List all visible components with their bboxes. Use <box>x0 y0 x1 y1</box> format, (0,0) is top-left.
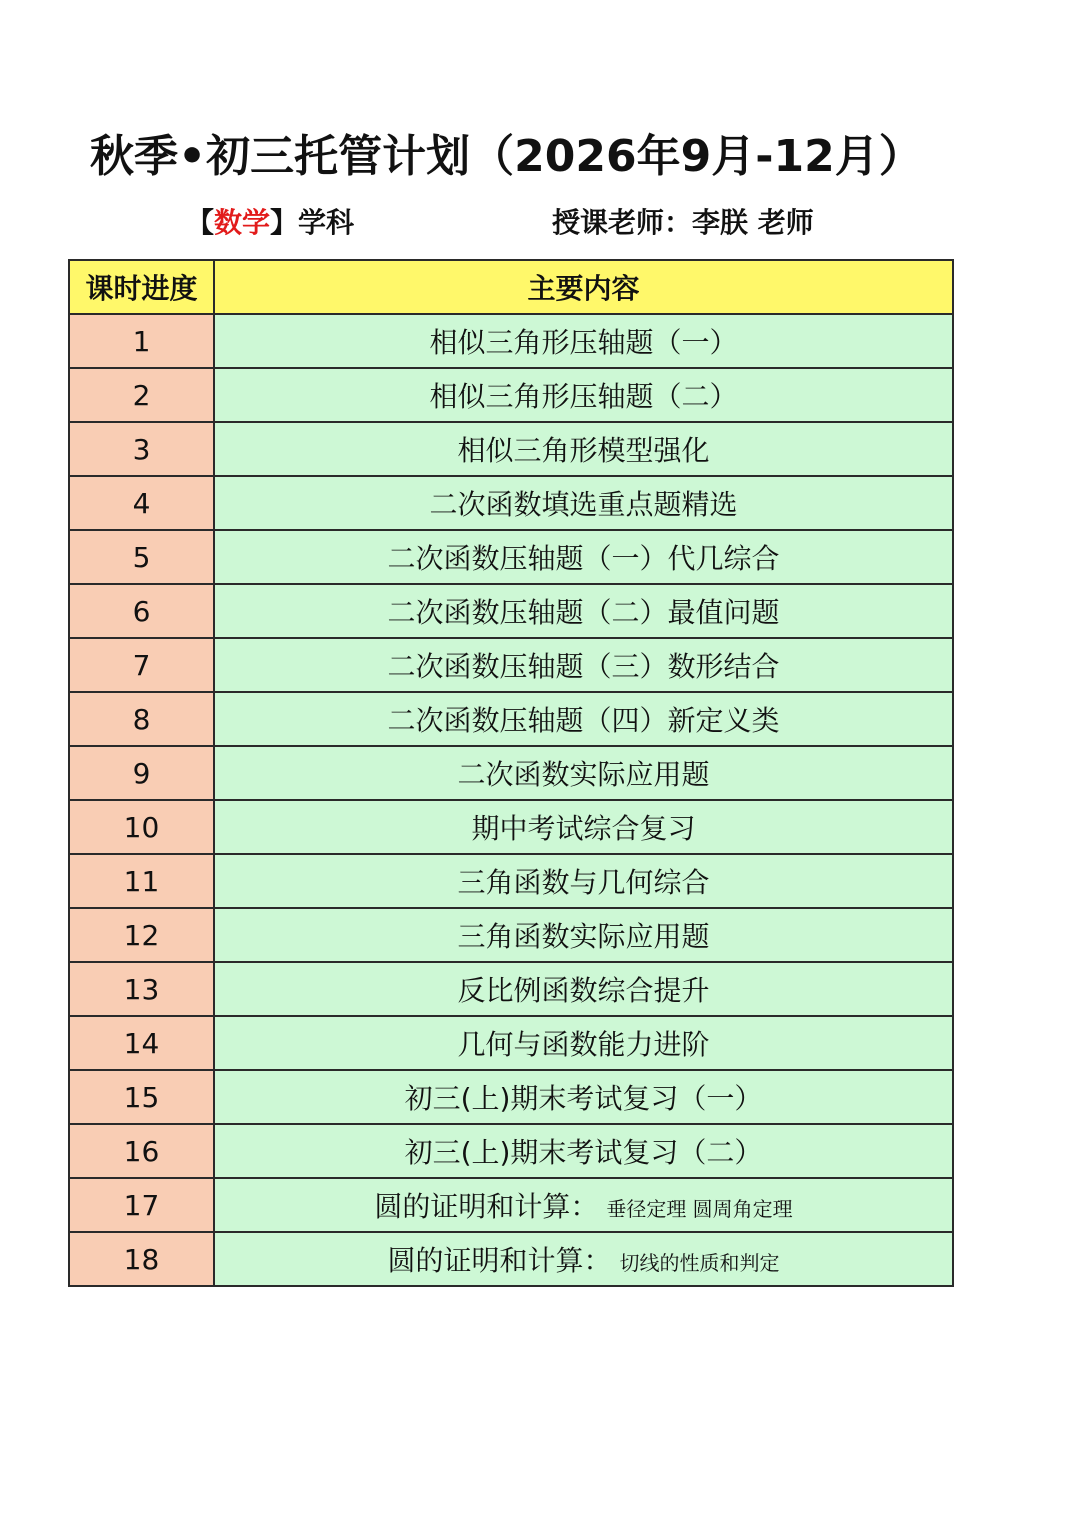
lesson-content <box>214 314 953 368</box>
subject-line <box>186 200 354 246</box>
table-row <box>69 1232 953 1286</box>
lesson-number: 4 <box>69 476 214 530</box>
table-row <box>69 908 953 962</box>
lesson-number: 10 <box>69 800 214 854</box>
table-row <box>69 800 953 854</box>
lesson-number: 7 <box>69 638 214 692</box>
lesson-number: 8 <box>69 692 214 746</box>
table-row <box>69 692 953 746</box>
lesson-number: 9 <box>69 746 214 800</box>
lesson-content-text: 初三(上)期末考试复习（二） <box>404 1136 763 1169</box>
lesson-content-text: 初三(上)期末考试复习（一） <box>404 1082 763 1115</box>
lesson-content <box>214 1232 953 1286</box>
header-progress: 课时进度 <box>69 260 214 314</box>
lesson-content-text: 相似三角形压轴题（一） <box>429 326 738 359</box>
lesson-number: 3 <box>69 422 214 476</box>
table-row <box>69 476 953 530</box>
lesson-content <box>214 1124 953 1178</box>
table-row <box>69 1178 953 1232</box>
lesson-number: 6 <box>69 584 214 638</box>
lesson-content <box>214 422 953 476</box>
lesson-content-text: 几何与函数能力进阶 <box>457 1028 710 1061</box>
table-row <box>69 530 953 584</box>
bracket-close: 】 <box>270 206 299 239</box>
lesson-content <box>214 962 953 1016</box>
lesson-content-text: 三角函数实际应用题 <box>457 920 710 953</box>
lesson-number: 5 <box>69 530 214 584</box>
lesson-content <box>214 476 953 530</box>
table-row <box>69 314 953 368</box>
lesson-content-text: 三角函数与几何综合 <box>457 866 710 899</box>
lesson-content-note: 垂径定理 圆周角定理 <box>606 1197 793 1221</box>
lesson-number: 16 <box>69 1124 214 1178</box>
lesson-content-text: 二次函数压轴题（三）数形结合 <box>387 650 780 683</box>
table-row <box>69 422 953 476</box>
lesson-content-text: 期中考试综合复习 <box>471 812 696 845</box>
schedule-table <box>68 259 954 1287</box>
page-title: 秋季•初三托管计划（2026年9月-12月） <box>90 131 923 182</box>
header-content: 主要内容 <box>214 260 953 314</box>
lesson-number: 14 <box>69 1016 214 1070</box>
lesson-number: 1 <box>69 314 214 368</box>
lesson-number: 15 <box>69 1070 214 1124</box>
table-row <box>69 962 953 1016</box>
table-body <box>69 314 953 1286</box>
table-header-row <box>69 260 953 314</box>
lesson-content <box>214 638 953 692</box>
subject-suffix: 学科 <box>298 206 355 239</box>
lesson-number: 2 <box>69 368 214 422</box>
bracket-open: 【 <box>186 206 215 239</box>
lesson-content <box>214 530 953 584</box>
lesson-content <box>214 854 953 908</box>
table-row <box>69 1070 953 1124</box>
table-row <box>69 368 953 422</box>
lesson-content-text: 二次函数压轴题（四）新定义类 <box>387 704 780 737</box>
subject-name: 数学 <box>214 206 271 239</box>
lesson-content-text: 相似三角形压轴题（二） <box>429 380 738 413</box>
lesson-number: 18 <box>69 1232 214 1286</box>
lesson-content <box>214 908 953 962</box>
teacher-line: 授课老师：李朕 老师 <box>552 206 814 239</box>
table-row <box>69 746 953 800</box>
lesson-content-text: 二次函数实际应用题 <box>457 758 710 791</box>
lesson-content-text: 圆的证明和计算： <box>387 1244 612 1277</box>
table-row <box>69 1124 953 1178</box>
lesson-content <box>214 368 953 422</box>
table-row <box>69 638 953 692</box>
lesson-content <box>214 1070 953 1124</box>
lesson-content-text: 反比例函数综合提升 <box>457 974 710 1007</box>
lesson-content <box>214 746 953 800</box>
table-row <box>69 584 953 638</box>
lesson-content-text: 二次函数填选重点题精选 <box>429 488 738 521</box>
lesson-content-text: 二次函数压轴题（一）代几综合 <box>387 542 780 575</box>
lesson-number: 13 <box>69 962 214 1016</box>
lesson-content-text: 圆的证明和计算： <box>374 1190 599 1223</box>
lesson-content <box>214 584 953 638</box>
table-row <box>69 854 953 908</box>
lesson-content-text: 相似三角形模型强化 <box>457 434 710 467</box>
lesson-content <box>214 692 953 746</box>
lesson-content-text: 二次函数压轴题（二）最值问题 <box>387 596 780 629</box>
table-row <box>69 1016 953 1070</box>
lesson-number: 17 <box>69 1178 214 1232</box>
lesson-content-note: 切线的性质和判定 <box>619 1251 780 1275</box>
lesson-content <box>214 800 953 854</box>
lesson-content <box>214 1016 953 1070</box>
lesson-number: 12 <box>69 908 214 962</box>
lesson-content <box>214 1178 953 1232</box>
lesson-number: 11 <box>69 854 214 908</box>
